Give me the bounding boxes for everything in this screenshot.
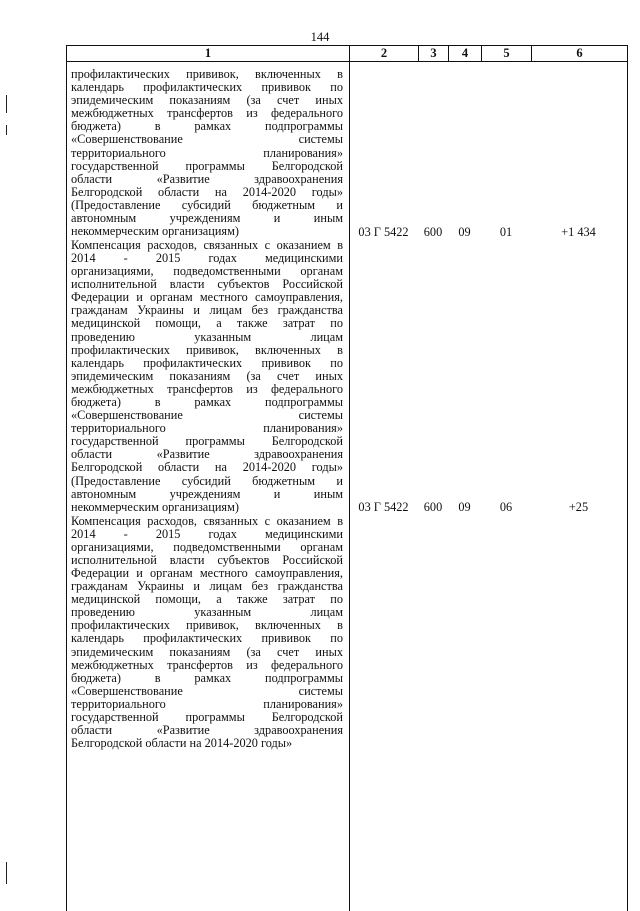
description-line: Белгородской области на 2014-2020 годы» <box>71 736 293 751</box>
description-line: «Совершенствование системы <box>71 683 343 698</box>
description-line: бюджета) в рамках подпрограммы <box>71 119 343 134</box>
description-line: Белгородской области на 2014-2020 годы» <box>71 184 343 199</box>
margin-mark <box>6 95 7 113</box>
description-line: исполнительной власти субъектов Российской <box>71 552 343 567</box>
margin-mark <box>6 125 7 135</box>
description-line: календарь профилактических прививок по <box>71 631 343 646</box>
description-line: эпидемическим показаниям (за счет иных <box>71 93 343 108</box>
row-amount: +25 <box>568 500 589 515</box>
description-line: «Совершенствование системы <box>71 408 343 423</box>
row-amount: +1 434 <box>561 224 596 239</box>
row-kvr: 600 <box>423 224 443 239</box>
description-line: гражданам Украины и лицам без гражданства <box>71 579 343 594</box>
table-body <box>66 61 628 911</box>
header-col-2: 2 <box>350 46 419 61</box>
description-line: проведению указанным лицам <box>71 329 343 344</box>
description-line: гражданам Украины и лицам без гражданства <box>71 303 343 318</box>
margin-mark <box>6 862 7 884</box>
header-col-5: 5 <box>482 46 532 61</box>
budget-table <box>66 45 628 905</box>
description-line: межбюджетных трансфертов из федерального <box>71 106 343 121</box>
description-line: организациями, подведомственными органам <box>71 264 343 279</box>
row-rz: 09 <box>458 224 471 239</box>
description-line: Белгородской области на 2014-2020 годы» <box>71 460 343 475</box>
description-line: медицинской помощи, а также затрат по <box>71 316 343 331</box>
description-line: некоммерческим организациям) <box>71 224 239 239</box>
header-col-1: 1 <box>67 46 350 61</box>
description-line: эпидемическим показаниям (за счет иных <box>71 368 343 383</box>
row-rz: 09 <box>458 500 471 515</box>
row-description <box>71 239 343 514</box>
description-line: области «Развитие здравоохранения <box>71 447 343 462</box>
description-line: 2014 - 2015 годах медицинскими <box>71 250 343 265</box>
description-line: области «Развитие здравоохранения <box>71 723 343 738</box>
description-line: межбюджетных трансфертов из федерального <box>71 657 343 672</box>
row-description <box>71 515 343 751</box>
description-line: профилактических прививок, включенных в <box>71 618 343 633</box>
header-col-3: 3 <box>419 46 449 61</box>
row-pr: 01 <box>499 224 513 239</box>
column-divider <box>66 61 67 911</box>
description-line: Компенсация расходов, связанных с оказанием в <box>71 513 343 528</box>
description-line: государственной программы Белгородской <box>71 710 343 724</box>
description-line: организациями, подведомственными органам <box>71 539 343 554</box>
description-line: некоммерческим организациям) <box>71 499 239 514</box>
description-line: бюджета) в рамках подпрограммы <box>71 670 343 685</box>
column-divider <box>349 61 350 911</box>
description-line: (Предоставление субсидий бюджетным и <box>71 473 343 488</box>
description-line: области «Развитие здравоохранения <box>71 171 343 186</box>
description-line: «Совершенствование системы <box>71 132 343 147</box>
header-col-6: 6 <box>576 46 583 60</box>
description-line: государственной программы Белгородской <box>71 158 343 173</box>
page-number: 144 <box>310 30 330 44</box>
description-line: (Предоставление субсидий бюджетным и <box>71 197 343 212</box>
table-header <box>66 45 628 62</box>
description-line: автономным учреждениям и иным <box>71 211 343 226</box>
description-line: 2014 - 2015 годах медицинскими <box>71 526 343 541</box>
description-line: территориального планирования» <box>71 421 343 436</box>
description-line: профилактических прививок, включенных в <box>71 67 343 81</box>
description-line: проведению указанным лицам <box>71 605 343 620</box>
description-line: межбюджетных трансфертов из федерального <box>71 381 343 396</box>
row-kvr: 600 <box>423 500 443 515</box>
description-line: медицинской помощи, а также затрат по <box>71 592 343 607</box>
description-line: бюджета) в рамках подпрограммы <box>71 395 343 410</box>
description-line: территориального планирования» <box>71 696 343 711</box>
description-line: Федерации и органам местного самоуправления, <box>71 290 343 305</box>
header-col-4: 4 <box>449 46 482 61</box>
description-line: исполнительной власти субъектов Российской <box>71 277 343 292</box>
column-divider <box>627 61 628 911</box>
row-code: 03 Г 5422 <box>358 224 409 239</box>
description-line: календарь профилактических прививок по <box>71 355 343 370</box>
description-line: Федерации и органам местного самоуправления, <box>71 565 343 580</box>
row-description <box>71 68 343 238</box>
description-line: территориального планирования» <box>71 145 343 160</box>
description-line: эпидемическим показаниям (за счет иных <box>71 644 343 659</box>
description-line: календарь профилактических прививок по <box>71 80 343 95</box>
row-code: 03 Г 5422 <box>358 500 409 515</box>
description-line: автономным учреждениям и иным <box>71 486 343 501</box>
row-pr: 06 <box>499 500 513 515</box>
description-line: государственной программы Белгородской <box>71 434 343 449</box>
description-line: профилактических прививок, включенных в <box>71 342 343 357</box>
description-line: Компенсация расходов, связанных с оказанием в <box>71 237 343 252</box>
